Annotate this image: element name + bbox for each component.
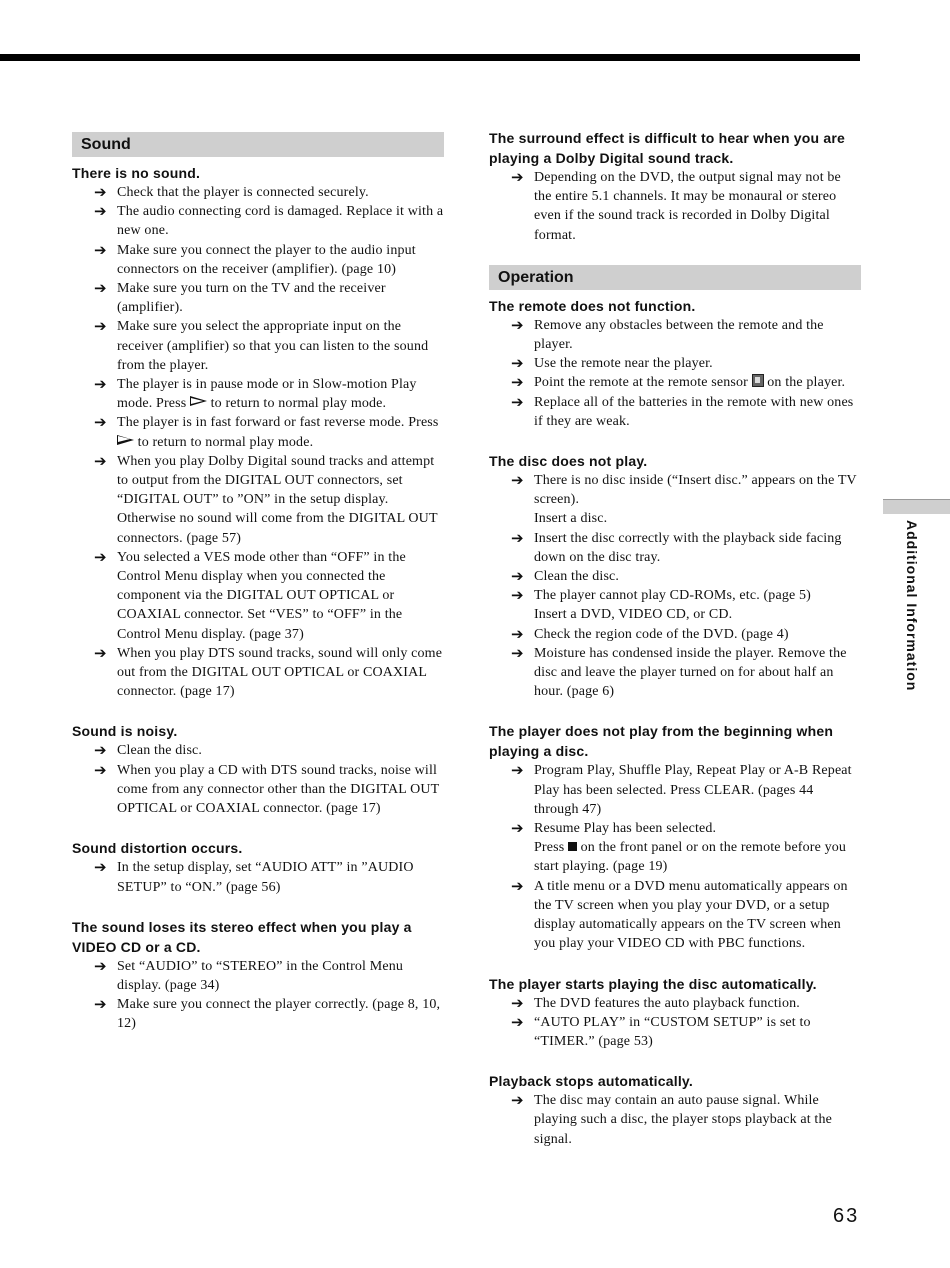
list-item — [489, 373, 861, 392]
item-list — [489, 471, 861, 701]
arrow-right-icon: ➔ — [94, 760, 107, 779]
list-item — [72, 452, 444, 548]
arrow-right-icon: ➔ — [511, 567, 524, 586]
item-text: The audio connecting cord is damaged. Replace it with a new one. — [117, 204, 444, 239]
item-text: There is no disc inside (“Insert disc.” appears on the TV screen). Insert a disc. — [534, 473, 857, 527]
item-text: Make sure you select the appropriate input on the receiver (amplifier) so that you can listen to the sound from the player. — [117, 319, 429, 373]
arrow-right-icon: ➔ — [511, 1091, 524, 1110]
group-heading: There is no sound. — [72, 165, 201, 181]
item-list — [489, 761, 861, 953]
item-text: In the setup display, set “AUDIO ATT” in ”AUDIO SETUP” to “ON.” (page 56) — [117, 860, 414, 895]
item-text: A title menu or a DVD menu automatically appears on the TV screen when you play your DVD, or a setup display automatically appears on the TV screen when you play your VIDEO CD with PBC functions. — [534, 878, 848, 952]
arrow-right-icon: ➔ — [511, 643, 524, 662]
item-text: When you play DTS sound tracks, sound will only come out from the DIGITAL OUT OPTICAL or COAXIAL connector. (page 17) — [117, 645, 443, 700]
list-item — [489, 316, 861, 354]
left-column — [72, 132, 444, 1054]
right-groups — [489, 296, 861, 1149]
list-item — [72, 858, 444, 896]
arrow-right-icon: ➔ — [511, 528, 524, 547]
side-tab — [883, 499, 950, 514]
list-item — [72, 317, 444, 375]
item-text: The DVD features the auto playback function. — [534, 995, 800, 1011]
arrow-right-icon: ➔ — [511, 471, 524, 490]
list-item — [489, 819, 861, 877]
stop-square-icon — [568, 842, 577, 851]
arrow-right-icon: ➔ — [511, 392, 524, 411]
arrow-right-icon: ➔ — [511, 624, 524, 643]
item-text: Replace all of the batteries in the remote with new ones if they are weak. — [534, 394, 854, 429]
item-text: Clean the disc. — [117, 743, 203, 759]
group-heading: The surround effect is difficult to hear when you are playing a Dolby Digital sound track. — [489, 130, 845, 166]
list-item — [72, 741, 444, 760]
item-text: Resume Play has been selected. Press on the front panel or on the remote before you start playing. (page 19) — [534, 821, 847, 875]
item-text: Make sure you connect the player to the audio input connectors on the receiver (amplifier). (page 10) — [117, 242, 416, 277]
troubleshooting-group — [489, 721, 861, 953]
arrow-right-icon: ➔ — [511, 761, 524, 780]
item-list — [72, 957, 444, 1034]
troubleshooting-group — [72, 838, 444, 896]
right-pre-groups — [489, 128, 861, 245]
list-item — [72, 375, 444, 413]
item-text: “AUTO PLAY” in “CUSTOM SETUP” is set to “TIMER.” (page 53) — [534, 1014, 811, 1049]
top-rule — [0, 54, 860, 61]
group-heading: The player starts playing the disc automatically. — [489, 975, 817, 992]
list-item — [72, 644, 444, 702]
item-list — [72, 183, 444, 701]
item-text: Check that the player is connected securely. — [117, 185, 369, 200]
troubleshooting-group — [72, 721, 444, 818]
list-item — [72, 957, 444, 995]
list-item — [489, 994, 861, 1013]
arrow-right-icon: ➔ — [94, 858, 107, 877]
list-item — [489, 586, 861, 624]
group-heading: Sound is noisy. — [72, 723, 178, 740]
arrow-right-icon: ➔ — [511, 354, 524, 373]
list-item — [489, 567, 861, 586]
arrow-right-icon: ➔ — [94, 547, 107, 566]
arrow-right-icon: ➔ — [94, 413, 107, 432]
remote-sensor-icon — [752, 374, 764, 387]
arrow-right-icon: ➔ — [94, 183, 107, 201]
arrow-right-icon: ➔ — [94, 375, 107, 394]
troubleshooting-group — [489, 974, 861, 1052]
arrow-right-icon: ➔ — [511, 373, 524, 392]
list-item — [72, 279, 444, 317]
item-text: Moisture has condensed inside the player. Remove the disc and leave the player turned on for about half an hour. (page 6) — [534, 645, 847, 700]
item-text: Use the remote near the player. — [534, 356, 713, 372]
arrow-right-icon: ➔ — [94, 240, 107, 259]
arrow-right-icon: ➔ — [94, 956, 107, 975]
group-heading: The remote does not function. — [489, 297, 696, 314]
item-text: The disc may contain an auto pause signal. While playing such a disc, the player stops playback at the signal. — [534, 1093, 832, 1147]
troubleshooting-group — [489, 128, 861, 245]
list-item — [489, 877, 861, 954]
arrow-right-icon: ➔ — [94, 643, 107, 662]
left-groups — [72, 163, 444, 1034]
list-item — [72, 761, 444, 819]
list-item — [72, 548, 444, 644]
arrow-right-icon: ➔ — [94, 279, 107, 298]
group-heading: Sound distortion occurs. — [72, 840, 243, 857]
list-item — [489, 168, 861, 245]
list-item — [489, 471, 861, 529]
troubleshooting-group — [489, 296, 861, 431]
arrow-right-icon: ➔ — [511, 1012, 524, 1031]
item-text: Make sure you connect the player correctly. (page 8, 10, 12) — [117, 997, 441, 1032]
item-text: Make sure you turn on the TV and the receiver (amplifier). — [117, 281, 386, 316]
troubleshooting-group — [72, 163, 444, 701]
arrow-right-icon: ➔ — [511, 876, 524, 895]
arrow-right-icon: ➔ — [94, 995, 107, 1014]
troubleshooting-group — [72, 917, 444, 1034]
list-item — [489, 1013, 861, 1051]
list-item — [489, 354, 861, 373]
item-list — [489, 168, 861, 245]
arrow-right-icon: ➔ — [94, 451, 107, 470]
item-list — [489, 994, 861, 1052]
item-text: Point the remote at the remote sensor on the player. — [534, 375, 846, 391]
item-text: The player is in fast forward or fast reverse mode. Press to return to normal play mode. — [117, 415, 439, 450]
item-text: You selected a VES mode other than “OFF” in the Control Menu display when you connected the component via the DIGITAL OUT OPTICAL or COAXIAL connector. Set “VES” to “OFF” in the Control Menu display. (page 37) — [117, 549, 406, 642]
list-item — [489, 529, 861, 567]
right-column — [489, 128, 861, 1169]
group-heading: Playback stops automatically. — [489, 1073, 693, 1090]
list-item — [72, 183, 444, 202]
item-list — [489, 1091, 861, 1149]
page-number: 63 — [833, 1205, 860, 1227]
arrow-right-icon: ➔ — [511, 586, 524, 605]
item-text: When you play Dolby Digital sound tracks and attempt to output from the DIGITAL OUT connectors, set “DIGITAL OUT” to ”ON” in the setup display. Otherwise no sound will come from the DIGITAL OUT connectors. (page 57) — [117, 453, 438, 546]
arrow-right-icon: ➔ — [511, 168, 524, 186]
item-text: Depending on the DVD, the output signal may not be the entire 5.1 channels. It may be monaural or stereo even if the sound track is recorded in Dolby Digital format. — [534, 170, 841, 243]
section-title-sound: Sound — [72, 132, 444, 157]
item-text: Program Play, Shuffle Play, Repeat Play or A-B Repeat Play has been selected. Press CLEAR. (pages 44 through 47) — [534, 763, 852, 817]
list-item — [72, 995, 444, 1033]
troubleshooting-group — [489, 451, 861, 701]
list-item — [489, 625, 861, 644]
side-label: Additional Information — [904, 520, 920, 692]
item-text: When you play a CD with DTS sound tracks, noise will come from any connector other than the DIGITAL OUT OPTICAL or COAXIAL connector. (page 17) — [117, 762, 440, 817]
group-heading: The disc does not play. — [489, 453, 648, 470]
play-outline-icon — [117, 435, 134, 445]
item-text: Insert the disc correctly with the playback side facing down on the disc tray. — [534, 530, 842, 565]
list-item — [489, 1091, 861, 1149]
arrow-right-icon: ➔ — [511, 819, 524, 838]
list-item — [489, 393, 861, 431]
list-item — [489, 761, 861, 819]
arrow-right-icon: ➔ — [94, 202, 107, 221]
arrow-right-icon: ➔ — [511, 993, 524, 1012]
item-text: The player cannot play CD-ROMs, etc. (page 5) Insert a DVD, VIDEO CD, or CD. — [534, 588, 811, 623]
group-heading: The sound loses its stereo effect when you play a VIDEO CD or a CD. — [72, 918, 412, 955]
item-list — [72, 741, 444, 818]
list-item — [489, 644, 861, 702]
group-heading: The player does not play from the beginning when playing a disc. — [489, 723, 834, 760]
list-item — [72, 413, 444, 451]
item-text: Clean the disc. — [534, 569, 620, 585]
item-list — [489, 316, 861, 431]
arrow-right-icon: ➔ — [94, 317, 107, 336]
item-text: Set “AUDIO” to “STEREO” in the Control Menu display. (page 34) — [117, 958, 404, 993]
arrow-right-icon: ➔ — [94, 741, 107, 760]
troubleshooting-group — [489, 1071, 861, 1149]
item-text: Remove any obstacles between the remote and the player. — [534, 317, 824, 353]
play-outline-icon — [190, 396, 207, 406]
list-item — [72, 241, 444, 279]
item-text: Check the region code of the DVD. (page 4) — [534, 626, 789, 642]
section-title-operation: Operation — [489, 265, 861, 290]
item-text: The player is in pause mode or in Slow-motion Play mode. Press to return to normal play mode. — [117, 377, 417, 412]
arrow-right-icon: ➔ — [511, 315, 524, 334]
item-list — [72, 858, 444, 896]
list-item — [72, 202, 444, 240]
